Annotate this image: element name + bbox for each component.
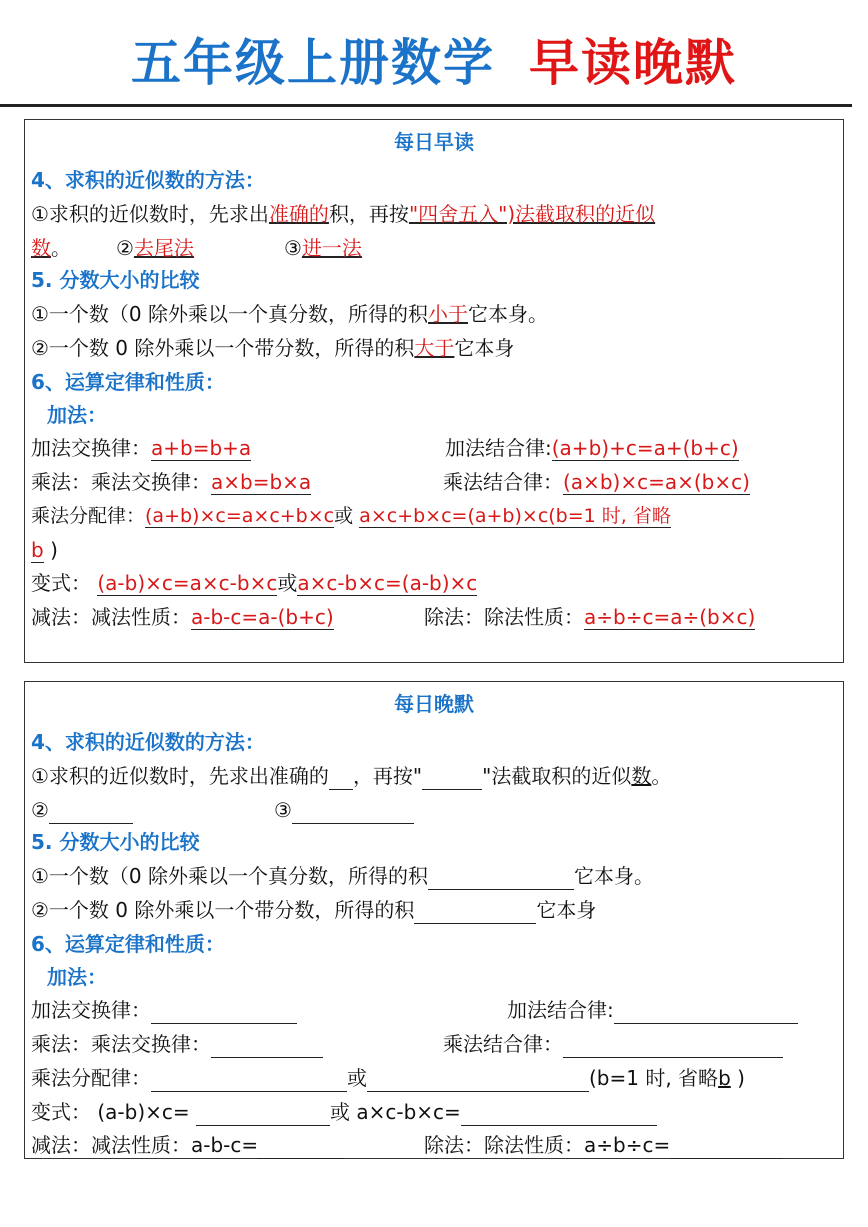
text: ② [31, 798, 49, 822]
distributive-law [31, 1064, 745, 1092]
text: a÷b÷c= [584, 1133, 671, 1157]
blank-field[interactable] [329, 767, 353, 790]
blank-field[interactable] [563, 1035, 783, 1058]
method-3 [274, 796, 414, 824]
answer: a-b-c=a-(b+c) [191, 605, 334, 629]
text: ①一个数（0 除外乘以一个真分数，所得的积 [31, 864, 429, 888]
subtraction-property [31, 1131, 344, 1159]
text: b [718, 1066, 731, 1090]
page-title [0, 28, 868, 98]
text: ② [116, 236, 134, 260]
title-divider [0, 104, 852, 107]
text: ) [50, 538, 58, 562]
blank-field[interactable] [151, 1001, 297, 1024]
section-5-line-2 [31, 896, 596, 924]
text: ①一个数（0 除外乘以一个真分数，所得的积 [31, 302, 429, 326]
text: 积，再按 [328, 202, 409, 226]
subtraction-property [31, 603, 334, 631]
evening-heading: 每日晚默 [394, 692, 474, 716]
division-property [424, 603, 755, 631]
answer: b [31, 538, 44, 562]
blank-field[interactable] [422, 767, 482, 790]
text: (b=1 时, 省略 [589, 1066, 719, 1090]
text: "法截取积的近似 [482, 764, 632, 788]
answer: 数 [31, 236, 51, 260]
blank-field[interactable] [367, 1069, 589, 1092]
title-subject: 五年级上册数学 [131, 34, 495, 92]
addition-commutative [31, 996, 297, 1024]
blank-field[interactable] [49, 801, 133, 824]
title-topic: 早读晚默 [529, 34, 737, 92]
label: 减法：减法性质： [31, 1133, 191, 1157]
text: ，再按" [352, 764, 423, 788]
section-5-line-1 [31, 862, 654, 890]
label: 加法结合律: [445, 436, 552, 460]
section-6-title: 6、运算定律和性质： [31, 932, 225, 956]
distributive-law [31, 502, 671, 530]
variant-form [31, 1098, 657, 1126]
answer: a÷b÷c=a÷(b×c) [584, 605, 756, 629]
answer: 去尾法 [133, 236, 194, 260]
answer: a+b=b+a [151, 436, 252, 460]
addition-title: 加法： [47, 965, 107, 989]
answer: 大于 [414, 336, 455, 360]
division-property [424, 1131, 782, 1159]
addition-title: 加法： [47, 403, 107, 427]
blank-field[interactable] [196, 1103, 330, 1126]
text: a-b-c= [191, 1133, 259, 1157]
label: 变式： [31, 1100, 91, 1124]
text: 它本身。 [574, 864, 655, 888]
text: (a-b)×c= [97, 1100, 190, 1124]
label: 加法交换律： [31, 998, 151, 1022]
label: 乘法分配律： [31, 505, 146, 527]
section-4-line-1 [31, 200, 655, 228]
blank-field[interactable] [151, 1069, 347, 1092]
blank-field[interactable] [292, 801, 414, 824]
blank-field[interactable] [211, 1035, 323, 1058]
text: ) [737, 1066, 745, 1090]
section-4-title: 4、求积的近似数的方法： [31, 730, 265, 754]
multiplication-associative [443, 1030, 783, 1058]
label: 减法：减法性质： [31, 605, 191, 629]
answer: "四舍五入")法截取积的近似 [408, 202, 656, 226]
label: 加法结合律: [507, 998, 614, 1022]
blank-field[interactable] [414, 901, 536, 924]
label: 乘法：乘法交换律： [31, 470, 211, 494]
morning-heading: 每日早读 [394, 130, 474, 154]
text: ②一个数 0 除外乘以一个带分数，所得的积 [31, 336, 415, 360]
label: 加法交换律： [31, 436, 151, 460]
answer: a×c+b×c=(a+b)×c(b=1 时, 省略 [359, 505, 671, 527]
section-5-title: 5. 分数大小的比较 [31, 268, 200, 292]
or-text: 或 [347, 1066, 367, 1090]
section-5-line-1 [31, 300, 548, 328]
section-4-line-2 [31, 234, 71, 262]
or-text: 或 [334, 505, 354, 527]
addition-associative [445, 434, 739, 462]
text: 。 [51, 236, 71, 260]
morning-reading-box [24, 119, 844, 663]
label: 乘法：乘法交换律： [31, 1032, 211, 1056]
section-4-line-1 [31, 762, 671, 790]
or-text: 或 [330, 1100, 351, 1124]
variant-form [31, 569, 477, 597]
answer: a×c-b×c=(a-b)×c [297, 571, 478, 595]
answer: (a+b)+c=a+(b+c) [551, 436, 739, 460]
label: 除法：除法性质： [424, 605, 584, 629]
label: 乘法结合律： [443, 1032, 563, 1056]
label: 乘法结合律： [443, 470, 563, 494]
label: 变式： [31, 571, 91, 595]
method-3 [284, 234, 362, 262]
text: 数 [631, 764, 652, 788]
blank-field[interactable] [670, 1136, 782, 1159]
label: 乘法分配律： [31, 1066, 151, 1090]
blank-field[interactable] [614, 1001, 798, 1024]
distributive-law-cont [31, 536, 58, 564]
section-6-title: 6、运算定律和性质： [31, 370, 225, 394]
evening-recitation-box [24, 681, 844, 1159]
answer: (a×b)×c=a×(b×c) [563, 470, 750, 494]
answer: a×b=b×a [211, 470, 312, 494]
answer: 准确的 [268, 202, 329, 226]
text: 。 [651, 764, 672, 788]
text: ②一个数 0 除外乘以一个带分数，所得的积 [31, 898, 415, 922]
method-2 [116, 234, 194, 262]
answer: 小于 [428, 302, 469, 326]
text: 它本身 [536, 898, 597, 922]
answer: 进一法 [301, 236, 362, 260]
blank-field[interactable] [428, 867, 574, 890]
text: 它本身 [454, 336, 515, 360]
text: ①求积的近似数时，先求出 [31, 202, 269, 226]
text: a×c-b×c= [356, 1100, 461, 1124]
answer: (a-b)×c=a×c-b×c [97, 571, 278, 595]
section-4-line-2 [31, 796, 133, 824]
blank-field[interactable] [461, 1103, 657, 1126]
addition-commutative [31, 434, 251, 462]
text: ③ [284, 236, 302, 260]
text: ③ [274, 798, 292, 822]
multiplication-commutative [31, 468, 311, 496]
multiplication-associative [443, 468, 750, 496]
blank-field[interactable] [258, 1136, 344, 1159]
label: 除法：除法性质： [424, 1133, 584, 1157]
section-5-title: 5. 分数大小的比较 [31, 830, 200, 854]
text: 它本身。 [468, 302, 549, 326]
text: ①求积的近似数时，先求出准确的 [31, 764, 329, 788]
multiplication-commutative [31, 1030, 323, 1058]
or-text: 或 [277, 571, 298, 595]
addition-associative [507, 996, 798, 1024]
section-5-line-2 [31, 334, 514, 362]
section-4-title: 4、求积的近似数的方法： [31, 168, 265, 192]
answer: (a+b)×c=a×c+b×c [145, 505, 335, 527]
